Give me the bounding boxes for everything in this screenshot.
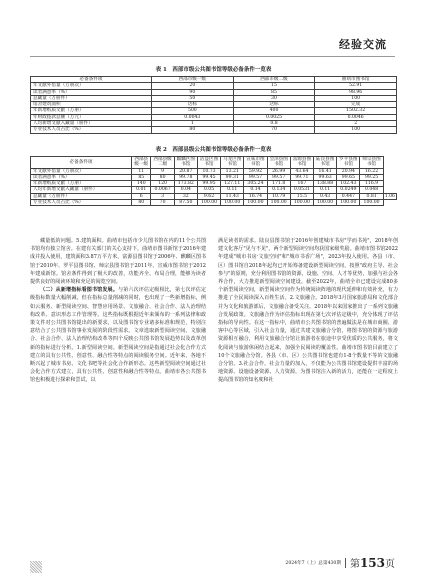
table-cell: 2 xyxy=(315,120,397,126)
table-cell: 年财政拨款总额（万元） xyxy=(31,114,152,120)
table-cell: 400 xyxy=(233,108,315,114)
table-cell: 70 xyxy=(233,127,315,133)
table-cell: 1 xyxy=(152,120,234,126)
table-cell: 3 xyxy=(151,193,174,199)
table-cell: 100.00 xyxy=(244,199,267,205)
table-cell: 0.05 xyxy=(197,187,220,193)
table-cell: 达标 xyxy=(152,102,234,108)
table-cell: 80 xyxy=(151,174,174,180)
table-cell: 98.96 xyxy=(315,89,397,95)
table-cell: 100 xyxy=(315,95,397,101)
table2-caption: 表 2 西部县级公共图书馆等级必备条件一览表 xyxy=(155,147,272,153)
page-footer xyxy=(285,555,395,570)
table-cell: 167 xyxy=(290,181,313,187)
table-cell: 0.0249 xyxy=(337,187,360,193)
table-cell: 85 xyxy=(233,89,315,95)
table-cell: 总藏量（万册件） xyxy=(31,95,152,101)
table-cell: 99.65 xyxy=(337,174,360,180)
table-cell: 达标 xyxy=(233,102,315,108)
table-cell: 专业技术人员占比（%） xyxy=(31,127,152,133)
table-cell: 173.82 xyxy=(174,181,197,187)
table1-header: 西部市级一级 xyxy=(152,77,234,83)
table-cell: 140 xyxy=(132,181,151,187)
page-num: 153 xyxy=(359,556,385,570)
table-cell: 99.57 xyxy=(244,174,267,180)
table-cell: 52.91 xyxy=(315,83,397,89)
paragraph-text: 与第六次评估定级相比，第七次评估定级指标数量大幅削减，但在指标总量削减的同时，也出现了一些新增指标，例如云服务、新型阅读空间、智慧应用场景、文旅融合、社会合作、法人治理结构改革、意识形态工作管理等。这些指标既根据近年来颁布的一系列法律和政策文件对公共图书馆提出的新要求，以及图书馆专业诸多标准和规范，特别注意结合了公共图书馆事业发展的阶段性需求。文章选取新型阅读空间、文旅融合、社会合作、法人治理结构改革等四个反映公共图书馆发展趋势以及改革创新的指标进行分析。1.新型阅读空间。新型阅读空间是指通过社会化合作方式建立的具有公共性、创意性、融合性等特点的阅读服务空间。近年来，各地不断兴起了城市书房、文化书吧等社会化合作新形态。这些新型阅读空间通过社会化合作方式建立，具有公共性、创意性和融合性等特点。曲靖市各公共图书馆也积极进行探索和尝试，以 xyxy=(30,287,207,384)
table-cell: 116.9 xyxy=(360,181,383,187)
table-cell: 100.00 xyxy=(197,199,220,205)
section-tag: 经验交流 xyxy=(339,38,387,51)
table-cell: 20.94 xyxy=(337,168,360,174)
table2-header: 麒麟区图书馆 xyxy=(174,157,197,169)
table2 xyxy=(30,156,397,206)
table1-header: 西部市级二级 xyxy=(233,77,315,83)
table2-header: 宣威市图书馆 xyxy=(244,157,267,169)
table-cell: 90 xyxy=(152,89,234,95)
header-rule xyxy=(30,56,395,57)
table-row xyxy=(31,187,397,193)
page-number xyxy=(350,555,395,570)
table-cell: 9.62 xyxy=(197,193,220,199)
table-cell: 0.14 xyxy=(244,187,267,193)
table-cell: 26.99 xyxy=(267,168,290,174)
paragraph: 满足读者的需求。陆良县图书馆于2016年创建城市书房"学而书苑"，2018年创建文化客厅"见与不见"，两个新型阅读空间均获国家级奖励。曲靖市图书馆2022年建成"城市书房·文旅空间"和"城市书香广场"，2023年投入使用。各县（市、区）图书馆自2018年起均已开始筹备建设新型阅读空间，按照"政府主导、社会参与"的原则，充分利用图书馆的资源，设施、空间、人才等优势，加强与社会各界合作，大力推进新型阅读空间建设。截至2022年，曲靖全市已建设完成80多个新型阅读空间，新型阅读空间作为传统阅读阵地的现代延伸和有效补充，有力推进了全民阅读深入百姓生活。2.文旅融合。2018年3月国家旅游局和文化部合并为文化和旅游部后，文旅融合备受关注。2018年以来国家推出了一系列文旅融合发展政策。文旅融合作为评估指标出现在第七次评估定级中，充分体现了评估指标的导向性。在这一指标中，曲靖市公共图书馆的普遍做法是在城市商圈、游客中心等区域，引入社会力量，通过共建文旅融合分馆，将图书馆的资源与旅游资源相互融合，利用文旅融合分馆让旅游者在旅途中享受优质的公共服务，将文化阅读与旅游休闲结合起来，加强全民阅读的覆盖性。曲靖市图书馆目前建立了10个文旅融合分馆。各县（市、区）公共图书馆也建有1-8个数量不等的文旅融合分馆。3.社会合作。社会力量的加入，不仅能为公共图书馆建设提供丰富的场地资源、设施设备资源、人力资源，为图书馆注入新的活力，还能在一定程度上提高图书馆的知名度和社 xyxy=(218,238,398,384)
table-cell: 99.25 xyxy=(360,174,383,180)
table-cell: 80 xyxy=(132,199,151,205)
table-cell: 80 xyxy=(152,127,234,133)
table2-header: 富源县图书馆 xyxy=(290,157,313,169)
paragraph: 藏量低的问题。5.建筑面积。曲靖市包括市少儿图书馆在内的11个公共图书馆均有独立馆舍。在建有关部门的关心支持下，曲靖市图书新馆于2016年建成并投入使用，建筑面积3.87万平方米，富源县图书馆于2006年、麒麟区图书馆于2010年、罗平县图书馆、师宗县图书馆于2011年、宣威市图书馆于2012年建成新馆。馆舍条件得到了极大的改善，功能齐全、布局合理，能够为读者提供良好的阅读环境和充足的阅览空间。 xyxy=(30,238,206,286)
table2-header: 西部县级二级 xyxy=(151,157,174,169)
table-cell: 99.31 xyxy=(221,174,244,180)
table-cell: 99.57 xyxy=(267,174,290,180)
table-cell: 专业技术人员占比（%） xyxy=(31,199,132,205)
table-cell: 100.00 xyxy=(290,199,313,205)
table-row xyxy=(31,199,397,205)
table1-caption: 表 1 西部市级公共图书馆等级必备条件一览表 xyxy=(155,67,272,73)
table-cell: 87.50 xyxy=(174,199,197,205)
table-cell: 70 xyxy=(151,199,174,205)
page-unit: 页 xyxy=(385,559,395,570)
table-cell: 0.048 xyxy=(360,187,383,193)
table-cell: 171.8 xyxy=(267,181,290,187)
table2-header: 西部县级一级 xyxy=(132,157,151,169)
table2-header: 罗平县图书馆 xyxy=(337,157,360,169)
table-cell: 100.00 xyxy=(337,199,360,205)
table-cell: 年新增纸质文献（万册） xyxy=(31,108,152,114)
table-cell: 年新增纸质文献（万册） xyxy=(31,181,132,187)
table-cell: 馆舍建筑面积 xyxy=(31,102,152,108)
table-row xyxy=(31,127,397,133)
table-cell: 138.88 xyxy=(314,181,337,187)
table-cell: 16.41 xyxy=(314,168,337,174)
table-cell: 13.21 xyxy=(221,168,244,174)
table-cell: 20 xyxy=(152,83,234,89)
table-cell: 59.92 xyxy=(244,168,267,174)
table-cell: 500 xyxy=(152,108,234,114)
table-cell: 127.11 xyxy=(221,181,244,187)
table-cell: 0.43 xyxy=(314,193,337,199)
table-cell: 50 xyxy=(152,95,234,101)
table2-header: 沾益区图书馆 xyxy=(197,157,220,169)
table-cell: 20.87 xyxy=(174,168,197,174)
table2-header: 师宗县图书馆 xyxy=(360,157,383,169)
table-cell: 102.43 xyxy=(337,181,360,187)
table-cell: 16.74 xyxy=(244,193,267,199)
table2-header: 会泽县图书馆 xyxy=(267,157,290,169)
table1 xyxy=(30,76,397,134)
table-cell: 1502.32 xyxy=(315,108,397,114)
body-left-column xyxy=(30,237,206,385)
table-cell: 0.81 xyxy=(360,193,383,199)
table-cell: 99.71 xyxy=(290,174,313,180)
table-cell: 100.00 xyxy=(221,199,244,205)
table-cell: 99.95 xyxy=(197,181,220,187)
table-cell: 年文献外借量（万册次） xyxy=(31,83,152,89)
table-cell: 年文献外借量（万册次） xyxy=(31,168,132,174)
table-cell: 85 xyxy=(132,174,151,180)
table-cell: 0.04 xyxy=(174,187,197,193)
table-cell: 10.73 xyxy=(197,168,220,174)
issue-info: 2024年7（上）总第430期 xyxy=(285,560,341,566)
table-cell: 16.22 xyxy=(360,168,383,174)
table-cell: 0.134 xyxy=(267,187,290,193)
table-cell: 0.11 xyxy=(221,187,244,193)
table-cell: 100 xyxy=(315,127,397,133)
table-cell: 人均年新增文献入藏量（册件） xyxy=(31,187,132,193)
table-cell: 11 xyxy=(132,168,151,174)
table-cell: 0.11 xyxy=(314,187,337,193)
subheading-text: （二）从新增指标看图书馆发展。 xyxy=(40,287,118,294)
table1-header: 曲靖市图书馆 xyxy=(315,77,397,83)
table-cell: 99.63 xyxy=(314,174,337,180)
table-cell: 读者满意率（%） xyxy=(31,89,152,95)
table-cell: 99.78 xyxy=(174,174,197,180)
table-cell: 人均新增文献入藏量（册件） xyxy=(31,120,152,126)
table-cell: 0.0043 xyxy=(152,114,234,120)
qr-code-icon xyxy=(30,561,42,573)
table-cell: 完成 xyxy=(315,102,397,108)
subheading xyxy=(30,286,206,384)
table-cell: 100.00 xyxy=(267,199,290,205)
table-cell: 总藏量（万册件） xyxy=(31,193,132,199)
table-cell: 10.79 xyxy=(267,193,290,199)
table-cell: 0.8 xyxy=(233,120,315,126)
table-cell: 30 xyxy=(233,95,315,101)
table2-header: 马龙区图书馆 xyxy=(221,157,244,169)
table-cell: 100.00 xyxy=(314,199,337,205)
body-right-column xyxy=(218,237,398,385)
footer-divider xyxy=(345,558,346,568)
table-cell: 0.01 xyxy=(132,187,151,193)
table-cell: 0.0025 xyxy=(233,114,315,120)
table-cell: 15 xyxy=(233,83,315,89)
table-cell: 11.43 xyxy=(221,193,244,199)
table-cell: 9 xyxy=(151,168,174,174)
table-cell: 120 xyxy=(151,181,174,187)
table-cell: 32 xyxy=(174,193,197,199)
table-cell: 1.06 xyxy=(384,193,395,199)
table1-header: 必备条件项 xyxy=(31,77,152,83)
table-cell: 15.5 xyxy=(290,193,313,199)
page-label: 第 xyxy=(349,559,360,570)
table2-header: 陆良县图书馆 xyxy=(314,157,337,169)
table-cell: 6 xyxy=(132,193,151,199)
table-cell: 0.0046 xyxy=(315,114,397,120)
table-cell: 43.64 xyxy=(290,168,313,174)
table-cell: 读者满意率（%） xyxy=(31,174,132,180)
table-cell: 0.0067 xyxy=(151,187,174,193)
table-cell: 305.24 xyxy=(244,181,267,187)
table-cell: 0.447 xyxy=(337,193,360,199)
table-cell: 100.00 xyxy=(360,199,383,205)
table-cell: 99.45 xyxy=(197,174,220,180)
table2-header: 必备条件项 xyxy=(31,157,132,169)
table-cell: 0.0531 xyxy=(290,187,313,193)
